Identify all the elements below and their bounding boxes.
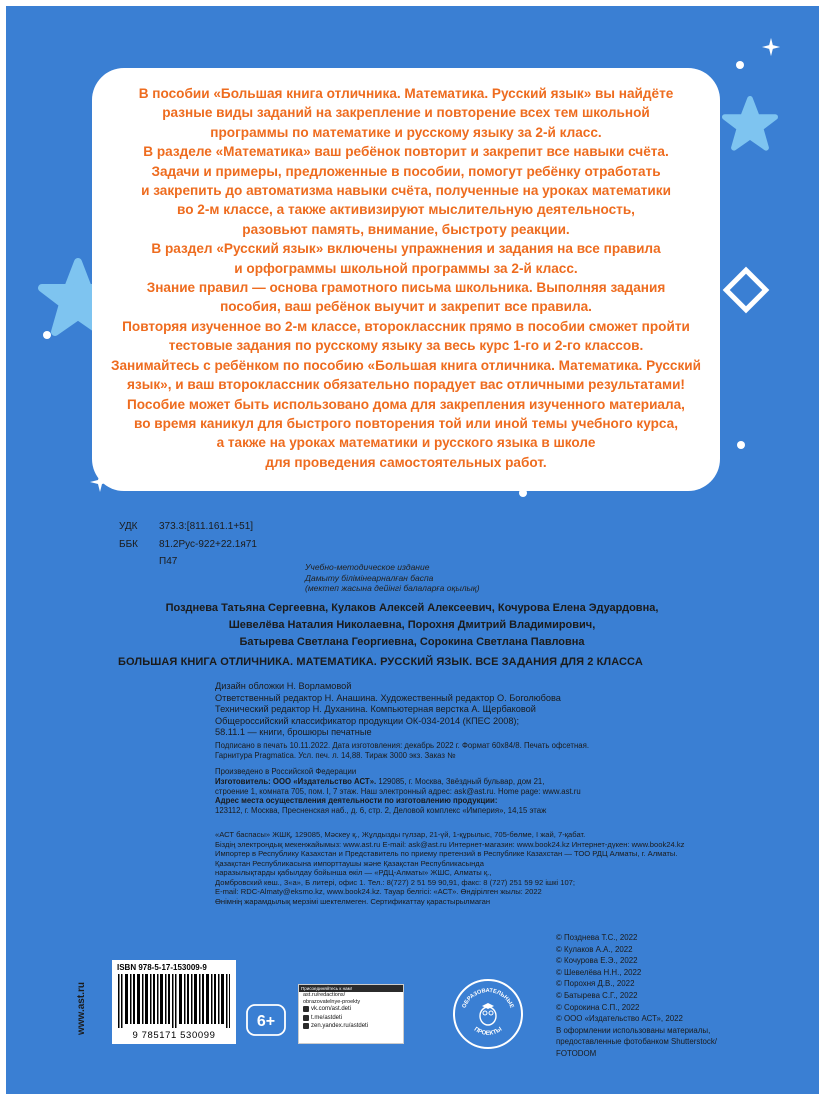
age-rating-badge: [246, 1004, 286, 1036]
description-line: во 2-м классе, а также активизируют мыслительную деятельность,: [177, 202, 635, 218]
copyright-line: © Позднева Т.С., 2022: [556, 933, 638, 942]
description-line: Пособие может быть использовано дома для закрепления изученного материала,: [127, 396, 685, 412]
description-line: разные виды заданий на закрепление и повторение всех тем школьной: [162, 105, 650, 121]
social-link[interactable]: ast.ru/redactions/: [303, 992, 346, 998]
dot-icon: [736, 440, 746, 450]
description-line: Повторяя изученное во 2-м классе, второклассник прямо в пособии сможет пройти: [122, 318, 690, 334]
educational-projects-logo: [452, 978, 524, 1050]
diamond-outline-icon: [718, 262, 774, 318]
edition-type: [305, 562, 480, 594]
description-line: пособия, ваш ребёнок выучит и закрепит все правила.: [220, 299, 592, 315]
kz-line: E-mail: RDC-Almaty@eksmo.kz, www.book24.kz. Тауар белгісі: «АСТ». Өндірілген жылы: 2022: [215, 887, 542, 896]
kz-line: «АСТ баспасы» ЖШҚ, 129085, Мәскеу қ., Жұлдызды гүлзар, 21-үй, 1-құрылыс, 705-бөлме, I жай, 7-қабат.: [215, 830, 586, 839]
logo-top-text: ОБРАЗОВАТЕЛЬНЫЕ: [461, 987, 515, 1010]
logo-bottom-text: ПРОЕКТЫ: [472, 1026, 504, 1037]
bbk-label: ББК: [119, 538, 138, 550]
copyright-line: © Батырева С.Г., 2022: [556, 990, 638, 1000]
description-line: для проведения самостоятельных работ.: [265, 454, 547, 470]
credit-line: Дизайн обложки Н. Ворламовой: [215, 681, 352, 691]
star-icon: [722, 96, 778, 152]
description-line: В разделе «Математика» ваш ребёнок повторит и закрепит все навыки счёта.: [143, 144, 669, 160]
edition-type-line: (мектеп жасына дейiнгi балаларға оқылық): [305, 583, 480, 593]
description-line: В пособии «Большая книга отличника. Математика. Русский язык» вы найдёте: [138, 86, 674, 101]
description-line: и закрепить до автоматизма навыки счёта, полученные на уроках математики: [141, 183, 671, 199]
print-info-line: Гарнитура Pragmatica. Усл. печ. л. 14,88. Тираж 3000 экз. Заказ №: [215, 750, 456, 760]
authors-line: Шевелёва Наталия Николаевна, Порохня Дмитрий Владимирович,: [228, 619, 596, 631]
barcode-box: [112, 960, 236, 1044]
address-label: Адрес места осуществления деятельности по изготовлению продукции:: [215, 796, 498, 806]
udk-value: 373.3:[811.161.1+51]: [159, 521, 254, 532]
barcode-number: 9 785171 530099: [132, 1030, 216, 1041]
copyright-line: FOTODOM: [556, 1048, 597, 1058]
description-box: [92, 68, 720, 491]
description-line: Задачи и примеры, предложенные в пособии, помогут ребёнку отработать: [151, 163, 661, 179]
vk-icon: [303, 1006, 309, 1012]
maker-text: 129085, г. Москва, Звёздный бульвар, дом 21,: [376, 776, 545, 786]
bbk-value: 81.2Рус-922+22.1я71: [159, 538, 257, 550]
age-rating-text: 6+: [256, 1013, 276, 1030]
kz-line: наразылықтарды қабылдау бойынша өкіл — «РДЦ-Алматы» ЖШС, Алматы қ.,: [215, 868, 492, 877]
sparkle-icon: [760, 36, 782, 58]
description-line: во время каникул для быстрого повторения той или иной темы учебного курса,: [134, 415, 678, 431]
copyright-line: © Кочурова Е.Э., 2022: [556, 956, 638, 966]
dot-icon: [42, 330, 52, 340]
description-line: Занимайтесь с ребёнком по пособию «Большая книга отличника. Математика. Русский: [110, 357, 702, 373]
kz-line: Домбровский көш., 3«а», Б литері, офис 1. Тел.: 8(727) 2 51 59 90,91, факс: 8 (727) 251 59 92 ішкі 107;: [215, 877, 576, 887]
kz-line: Импортер в Республику Казахстан и Представитель по приему претензий в Республике Казахстан — ТОО РДЦ Алматы, г. Алматы.: [215, 849, 678, 858]
side-website: www.ast.ru: [76, 982, 87, 1035]
kazakhstan-info: [215, 830, 684, 906]
barcode-icon: [118, 974, 230, 1028]
classification-codes: [119, 518, 257, 571]
maker-label: Изготовитель: ООО «Издательство АСТ».: [215, 776, 377, 786]
copyright-line: © Сорокина С.П., 2022: [556, 1002, 640, 1012]
copyright-line: © ООО «Издательство АСТ», 2022: [556, 1014, 683, 1024]
description-line: Знание правил — основа грамотного письма школьника. Выполняя задания: [146, 280, 666, 296]
vk-link[interactable]: vk.com/ast.deti: [311, 1006, 352, 1012]
country-of-origin: Произведено в Российской Федерации: [215, 767, 357, 776]
edition-type-line: Учебно-методическое издание: [305, 562, 430, 572]
copyright-line: предоставленные фотобанком Shutterstock/: [556, 1037, 717, 1047]
maker-text-2: строение 1, комната 705, пом. I, 7 этаж. Наш электронный адрес: ask@ast.ru. Home page: www.ast.ru: [215, 786, 581, 796]
publisher-info: [215, 767, 581, 816]
description-line: программы по математике и русскому языку за 2-й класс.: [210, 124, 602, 140]
authors-list: [112, 600, 712, 651]
social-link[interactable]: obrazovatelnye-proekty: [303, 998, 361, 1005]
kz-line: Біздің электрондық мекенжайымыз: www.ast.ru E-mail: ask@ast.ru Интернет-магазин: www.book24.kz Интернет-дүкен: www.book24.kz: [215, 839, 685, 849]
telegram-icon: [303, 1015, 309, 1021]
udk-label: УДК: [119, 521, 138, 532]
address-text: 123112, г. Москва, Пресненская наб., д. 6, стр. 2, Деловой комплекс «Империя», 14,15 этаж: [215, 806, 547, 816]
description-line: а также на уроках математики и русского языка в школе: [216, 435, 596, 451]
telegram-link[interactable]: t.me/astdeti: [311, 1014, 343, 1021]
copyright-line: © Кулаков А.А., 2022: [556, 944, 633, 954]
zen-link[interactable]: zen.yandex.ru/astdeti: [311, 1023, 369, 1029]
credit-line: Ответственный редактор Н. Анашина. Художественный редактор О. Боголюбова: [215, 692, 561, 703]
description-line: язык», и ваш второклассник обязательно порадует вас отличными результатами!: [127, 377, 685, 393]
authors-line: Позднева Татьяна Сергеевна, Кулаков Алексей Алексеевич, Кочурова Елена Эдуардовна,: [165, 602, 659, 614]
authors-line: Батырева Светлана Георгиевна, Сорокина Светлана Павловна: [239, 636, 585, 648]
copyright-line: © Порохня Д.В., 2022: [556, 979, 635, 989]
copyright-line: В оформлении использованы материалы,: [556, 1025, 711, 1035]
social-header: Присоединяйтесь к нам!: [299, 985, 403, 992]
social-links: [298, 984, 404, 1044]
description-line: разовьют память, внимание, быстроту реакции.: [242, 221, 570, 237]
print-info: [215, 741, 589, 760]
zen-icon: [303, 1023, 309, 1029]
dot-icon: [735, 60, 745, 70]
description-line: и орфограммы школьной программы за 2-й класс.: [234, 260, 578, 276]
kz-line: Қазақстан Республикасына импорттаушы және Қазақстан Республикасында: [215, 858, 484, 868]
credits: [215, 681, 561, 739]
print-info-line: Подписано в печать 10.11.2022. Дата изготовления: декабрь 2022 г. Формат 60х84/8. Печать офсетная.: [215, 741, 589, 750]
isbn: ISBN 978-5-17-153009-9: [117, 963, 207, 972]
book-title: БОЛЬШАЯ КНИГА ОТЛИЧНИКА. МАТЕМАТИКА. РУССКИЙ ЯЗЫК. ВСЕ ЗАДАНИЯ ДЛЯ 2 КЛАССА: [118, 656, 643, 668]
kz-line: Өнімнің жарамдылық мерзімі шектелмеген. Сертификаттау қарастырылмаган: [215, 896, 491, 906]
credit-line: 58.11.1 — книги, брошюры печатные: [215, 727, 372, 737]
credit-line: Технический редактор Н. Духанина. Компьютерная верстка А. Щербаковой: [215, 704, 536, 714]
edition-type-line: Дамыту бiлiмiнеарналған баспа: [305, 572, 434, 583]
author-code: П47: [159, 556, 178, 567]
copyrights: [556, 932, 717, 1060]
copyright-line: © Шевелёва Н.Н., 2022: [556, 967, 642, 977]
description-line: В раздел «Русский язык» включены упражнения и задания на все правила: [151, 241, 661, 257]
description-line: тестовые задания по русскому языку за весь курс 1-го и 2-го классов.: [168, 338, 644, 354]
credit-line: Общероссийский классификатор продукции ОК-034-2014 (КПЕС 2008);: [215, 715, 520, 726]
